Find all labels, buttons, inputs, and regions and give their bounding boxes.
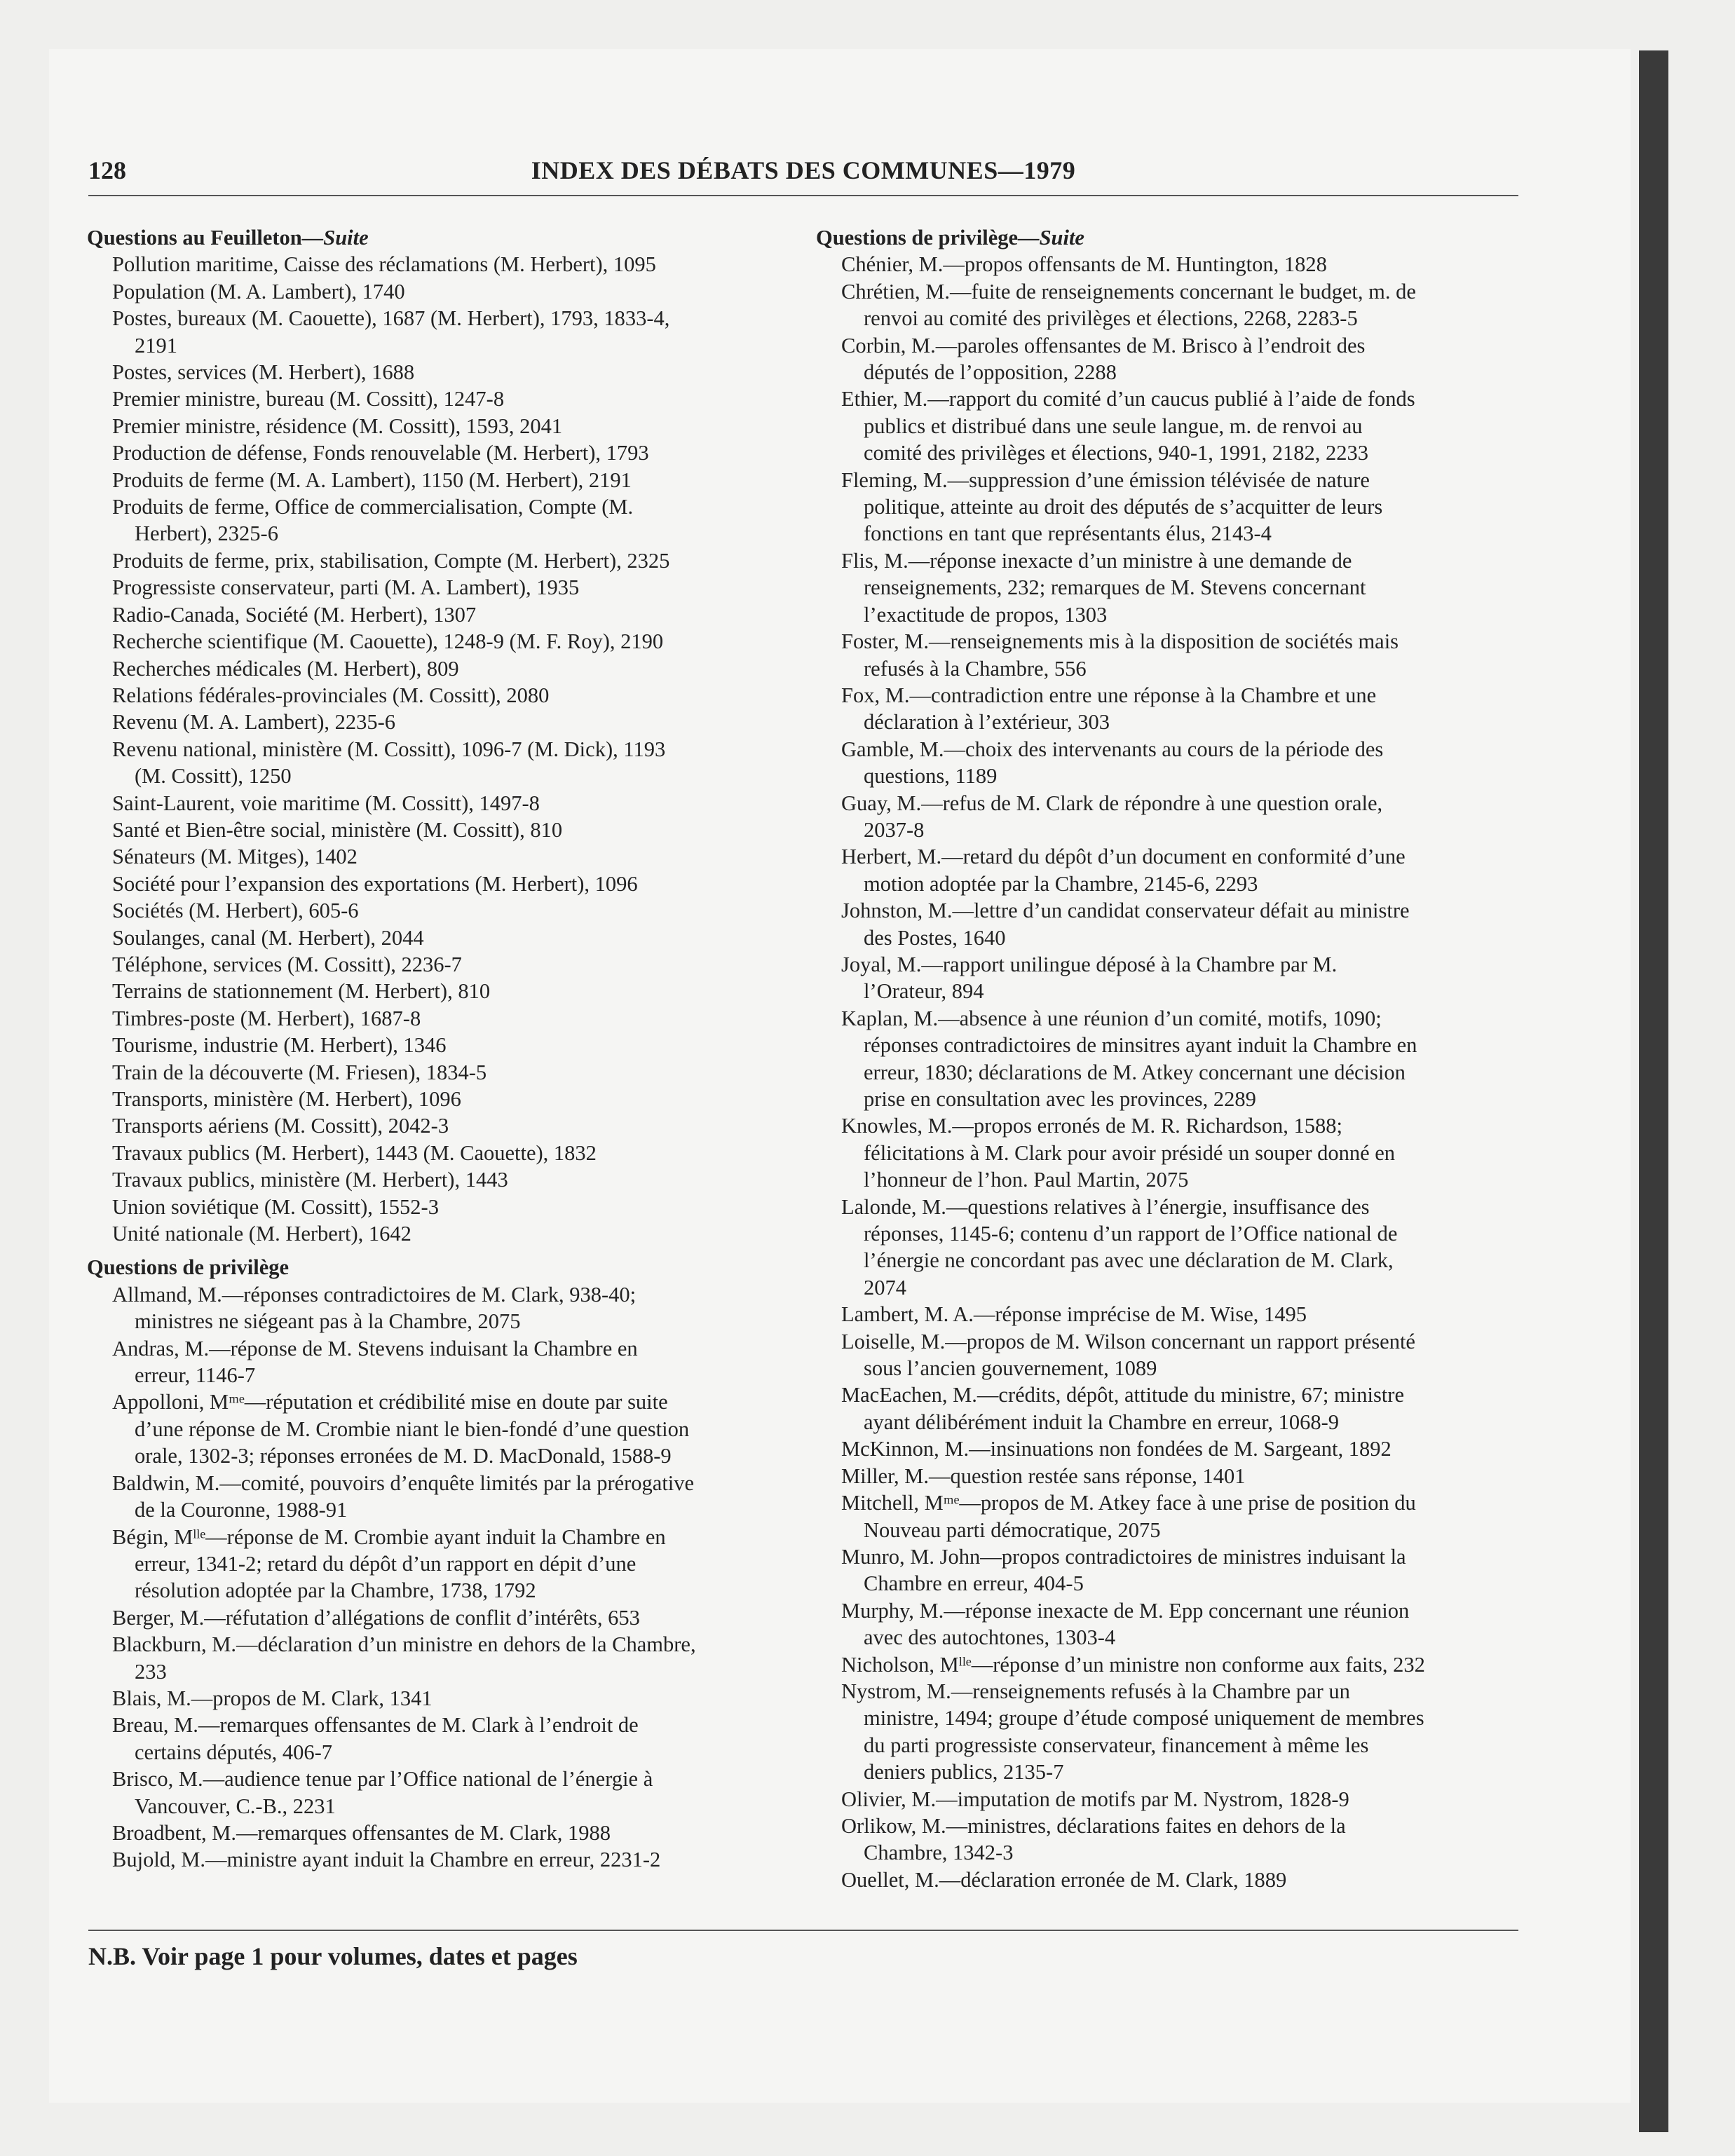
entry-line: députés de l’opposition, 2288 bbox=[864, 360, 1117, 385]
entry-line: Blais, M.—propos de M. Clark, 1341 bbox=[112, 1686, 433, 1710]
entry-line: sous l’ancien gouvernement, 1089 bbox=[864, 1356, 1157, 1381]
index-entry bbox=[87, 709, 788, 735]
entry-line: orale, 1302-3; réponses erronées de M. D. MacDonald, 1588-9 bbox=[135, 1444, 672, 1468]
index-entry bbox=[87, 467, 788, 493]
entry-line: erreur, 1341-2; retard du dépôt d’un rapport en dépit d’une bbox=[135, 1551, 637, 1576]
scan-edge-bar bbox=[1639, 50, 1668, 2132]
entry-line: prise en consultation avec les provinces, 2289 bbox=[864, 1087, 1256, 1111]
entry-line: Téléphone, services (M. Cossitt), 2236-7 bbox=[112, 952, 462, 976]
entry-line: deniers publics, 2135-7 bbox=[864, 1760, 1064, 1785]
entry-line: félicitations à M. Clark pour avoir présidé un souper donné en bbox=[864, 1140, 1396, 1165]
entry-line: politique, atteinte au droit des députés de s’acquitter de leurs bbox=[864, 495, 1383, 519]
entry-line: Premier ministre, bureau (M. Cossitt), 1247-8 bbox=[112, 387, 505, 411]
index-entry bbox=[816, 1328, 1524, 1382]
entry-line: Breau, M.—remarques offensantes de M. Clark à l’endroit de bbox=[112, 1713, 639, 1738]
entry-line: Unité nationale (M. Herbert), 1642 bbox=[112, 1222, 411, 1246]
entry-line: Appolloni, Mᵐᵉ—réputation et crédibilité mise en doute par suite bbox=[112, 1390, 668, 1414]
entry-line: l’énergie ne concordant pas avec une déclaration de M. Clark, bbox=[864, 1248, 1394, 1273]
index-entry bbox=[87, 1335, 788, 1389]
section-title: Questions de privilège bbox=[816, 226, 1019, 250]
index-entry bbox=[816, 1543, 1524, 1597]
index-entry bbox=[816, 278, 1524, 332]
section-suite: —Suite bbox=[301, 226, 369, 250]
page-number: 128 bbox=[88, 156, 126, 184]
entry-line: McKinnon, M.—insinuations non fondées de M. Sargeant, 1892 bbox=[841, 1437, 1392, 1461]
index-entry bbox=[87, 493, 788, 547]
entry-line: Produits de ferme, prix, stabilisation, Compte (M. Herbert), 2325 bbox=[112, 548, 670, 573]
entry-line: fonctions en tant que représentants élus, 2143-4 bbox=[864, 521, 1272, 546]
entry-line: Mitchell, Mᵐᵉ—propos de M. Atkey face à une prise de position du bbox=[841, 1491, 1416, 1515]
entry-line: Produits de ferme (M. A. Lambert), 1150 (M. Herbert), 2191 bbox=[112, 468, 632, 492]
index-entry bbox=[87, 1631, 788, 1685]
entry-line: résolution adoptée par la Chambre, 1738, 1792 bbox=[135, 1578, 536, 1603]
entry-line: Nicholson, Mˡˡᵉ—réponse d’un ministre non conforme aux faits, 232 bbox=[841, 1652, 1425, 1677]
entry-list bbox=[87, 1281, 788, 1874]
entry-line: Soulanges, canal (M. Herbert), 2044 bbox=[112, 925, 424, 950]
index-entry bbox=[816, 467, 1524, 547]
entry-line: ministre, 1494; groupe d’étude composé uniquement de membres bbox=[864, 1706, 1424, 1731]
entry-line: Transports, ministère (M. Herbert), 1096 bbox=[112, 1087, 461, 1111]
index-entry bbox=[87, 1820, 788, 1846]
entry-line: Train de la découverte (M. Friesen), 1834-5 bbox=[112, 1060, 487, 1084]
entry-line: Population (M. A. Lambert), 1740 bbox=[112, 279, 405, 303]
index-entry bbox=[87, 1470, 788, 1524]
index-entry bbox=[816, 1194, 1524, 1302]
entry-line: Chambre, 1342-3 bbox=[864, 1841, 1014, 1865]
entry-line: Union soviétique (M. Cossitt), 1552-3 bbox=[112, 1194, 439, 1219]
entry-line: Vancouver, C.-B., 2231 bbox=[135, 1794, 336, 1818]
entry-line: l’honneur de l’hon. Paul Martin, 2075 bbox=[864, 1168, 1189, 1192]
entry-line: déclaration à l’extérieur, 303 bbox=[864, 710, 1110, 735]
entry-line: certains députés, 406-7 bbox=[135, 1740, 333, 1764]
index-entry bbox=[816, 1005, 1524, 1113]
index-entry bbox=[87, 682, 788, 709]
index-entry bbox=[87, 1846, 788, 1873]
entry-line: Radio-Canada, Société (M. Herbert), 1307 bbox=[112, 602, 477, 627]
entry-line: Herbert, M.—retard du dépôt d’un document en conformité d’une bbox=[841, 845, 1406, 869]
index-entry bbox=[816, 1489, 1524, 1543]
entry-line: Blackburn, M.—déclaration d’un ministre en dehors de la Chambre, bbox=[112, 1632, 696, 1657]
entry-line: Lambert, M. A.—réponse imprécise de M. Wise, 1495 bbox=[841, 1302, 1307, 1327]
entry-line: Nystrom, M.—renseignements refusés à la Chambre par un bbox=[841, 1679, 1350, 1703]
index-entry bbox=[816, 897, 1524, 951]
index-entry bbox=[87, 790, 788, 817]
index-entry bbox=[87, 1194, 788, 1220]
entry-line: 2074 bbox=[864, 1275, 906, 1299]
index-entry bbox=[87, 1112, 788, 1139]
section-title: Questions au Feuilleton bbox=[87, 226, 302, 250]
entry-line: Kaplan, M.—absence à une réunion d’un comité, motifs, 1090; bbox=[841, 1006, 1382, 1030]
index-entry bbox=[816, 251, 1524, 278]
index-entry bbox=[816, 628, 1524, 682]
index-entry bbox=[816, 1301, 1524, 1328]
index-entry bbox=[87, 574, 788, 601]
index-entry bbox=[87, 1005, 788, 1032]
index-entry bbox=[87, 386, 788, 412]
index-entry bbox=[87, 1604, 788, 1631]
entry-line: Bégin, Mˡˡᵉ—réponse de M. Crombie ayant induit la Chambre en bbox=[112, 1524, 666, 1549]
entry-line: Relations fédérales-provinciales (M. Cossitt), 2080 bbox=[112, 683, 550, 707]
entry-line: (M. Cossitt), 1250 bbox=[135, 764, 292, 789]
entry-line: questions, 1189 bbox=[864, 764, 998, 789]
index-entry bbox=[87, 1389, 788, 1469]
entry-line: ayant délibérément induit la Chambre en erreur, 1068-9 bbox=[864, 1410, 1339, 1434]
entry-line: Foster, M.—renseignements mis à la disposition de sociétés mais bbox=[841, 629, 1399, 654]
entry-line: Bujold, M.—ministre ayant induit la Chambre en erreur, 2231-2 bbox=[112, 1848, 661, 1872]
index-entry bbox=[816, 951, 1524, 1005]
running-title: INDEX DES DÉBATS DES COMMUNES—1979 bbox=[531, 156, 1076, 184]
entry-line: Murphy, M.—réponse inexacte de M. Epp concernant une réunion bbox=[841, 1598, 1410, 1623]
entry-line: Brisco, M.—audience tenue par l’Office national de l’énergie à bbox=[112, 1767, 653, 1792]
index-entry bbox=[87, 547, 788, 574]
entry-line: Ouellet, M.—déclaration erronée de M. Clark, 1889 bbox=[841, 1867, 1287, 1892]
index-entry bbox=[87, 843, 788, 870]
entry-line: erreur, 1146-7 bbox=[135, 1363, 256, 1388]
entry-line: Production de défense, Fonds renouvelable (M. Herbert), 1793 bbox=[112, 441, 649, 465]
entry-line: Berger, M.—réfutation d’allégations de conflit d’intérêts, 653 bbox=[112, 1605, 640, 1630]
entry-line: Munro, M. John—propos contradictoires de ministres induisant la bbox=[841, 1544, 1406, 1569]
section-heading bbox=[87, 224, 788, 251]
index-entry bbox=[87, 1281, 788, 1335]
entry-line: Tourisme, industrie (M. Herbert), 1346 bbox=[112, 1033, 447, 1058]
entry-line: Revenu (M. A. Lambert), 2235-6 bbox=[112, 710, 396, 735]
index-entry bbox=[87, 655, 788, 682]
entry-line: Herbert), 2325-6 bbox=[135, 521, 278, 546]
index-entry bbox=[87, 1086, 788, 1112]
entry-line: Baldwin, M.—comité, pouvoirs d’enquête limités par la prérogative bbox=[112, 1471, 695, 1495]
entry-line: Knowles, M.—propos erronés de M. R. Richardson, 1588; bbox=[841, 1114, 1342, 1138]
entry-line: Postes, services (M. Herbert), 1688 bbox=[112, 360, 415, 385]
entry-line: 2191 bbox=[135, 333, 177, 357]
index-entry bbox=[816, 1381, 1524, 1435]
entry-line: Loiselle, M.—propos de M. Wilson concernant un rapport présenté bbox=[841, 1329, 1415, 1353]
entry-line: l’Orateur, 894 bbox=[864, 979, 984, 1004]
entry-list bbox=[816, 251, 1524, 1893]
index-entry bbox=[816, 1813, 1524, 1867]
entry-line: Flis, M.—réponse inexacte d’un ministre à une demande de bbox=[841, 548, 1352, 573]
index-entry bbox=[87, 871, 788, 897]
index-entry bbox=[816, 547, 1524, 628]
entry-line: motion adoptée par la Chambre, 2145-6, 2293 bbox=[864, 871, 1258, 896]
index-entry bbox=[816, 1651, 1524, 1678]
index-entry bbox=[87, 628, 788, 655]
entry-line: Andras, M.—réponse de M. Stevens induisant la Chambre en bbox=[112, 1336, 638, 1360]
entry-line: avec des autochtones, 1303-4 bbox=[864, 1625, 1116, 1650]
footer-rule bbox=[88, 1930, 1518, 1931]
entry-line: Allmand, M.—réponses contradictoires de M. Clark, 938-40; bbox=[112, 1282, 637, 1306]
entry-line: Progressiste conservateur, parti (M. A. Lambert), 1935 bbox=[112, 575, 580, 600]
entry-line: Terrains de stationnement (M. Herbert), 810 bbox=[112, 979, 491, 1004]
index-entry bbox=[87, 1220, 788, 1247]
entry-line: Gamble, M.—choix des intervenants au cours de la période des bbox=[841, 737, 1384, 761]
entry-line: refusés à la Chambre, 556 bbox=[864, 656, 1087, 681]
index-entry bbox=[816, 1463, 1524, 1489]
entry-line: renseignements, 232; remarques de M. Stevens concernant bbox=[864, 575, 1366, 600]
entry-list bbox=[87, 251, 788, 1247]
entry-line: Lalonde, M.—questions relatives à l’énergie, insuffisance des bbox=[841, 1194, 1370, 1219]
entry-line: Orlikow, M.—ministres, déclarations faites en dehors de la bbox=[841, 1813, 1346, 1838]
entry-line: des Postes, 1640 bbox=[864, 925, 1006, 950]
index-entry bbox=[87, 951, 788, 978]
section-heading bbox=[816, 224, 1524, 251]
entry-line: Recherches médicales (M. Herbert), 809 bbox=[112, 656, 459, 681]
section-title: Questions de privilège bbox=[87, 1255, 290, 1280]
entry-line: renvoi au comité des privilèges et élections, 2268, 2283-5 bbox=[864, 306, 1358, 331]
entry-line: Olivier, M.—imputation de motifs par M. Nystrom, 1828-9 bbox=[841, 1787, 1349, 1811]
entry-line: Joyal, M.—rapport unilingue déposé à la Chambre par M. bbox=[841, 952, 1338, 976]
index-entry bbox=[87, 1712, 788, 1766]
entry-line: Recherche scientifique (M. Caouette), 1248-9 (M. F. Roy), 2190 bbox=[112, 629, 664, 654]
index-entry bbox=[816, 1678, 1524, 1786]
right-column bbox=[816, 224, 1524, 1893]
entry-line: Produits de ferme, Office de commercialisation, Compte (M. bbox=[112, 495, 634, 519]
entry-line: Transports aériens (M. Cossitt), 2042-3 bbox=[112, 1114, 449, 1138]
section-heading bbox=[87, 1254, 788, 1281]
entry-line: publics et distribué dans une seule langue, m. de renvoi au bbox=[864, 414, 1363, 438]
entry-line: l’exactitude de propos, 1303 bbox=[864, 602, 1108, 627]
entry-line: réponses, 1145-6; contenu d’un rapport de l’Office national de bbox=[864, 1222, 1398, 1246]
index-entry bbox=[87, 305, 788, 359]
entry-line: Postes, bureaux (M. Caouette), 1687 (M. Herbert), 1793, 1833-4, bbox=[112, 306, 670, 331]
entry-line: Saint-Laurent, voie maritime (M. Cossitt), 1497-8 bbox=[112, 791, 540, 815]
index-entry bbox=[87, 897, 788, 924]
entry-line: Chambre en erreur, 404-5 bbox=[864, 1571, 1084, 1596]
footer-note: N.B. Voir page 1 pour volumes, dates et pages bbox=[88, 1942, 578, 1970]
left-column bbox=[87, 224, 788, 1874]
entry-line: Ethier, M.—rapport du comité d’un caucus publié à l’aide de fonds bbox=[841, 387, 1415, 411]
entry-line: ministres ne siégeant pas à la Chambre, 2075 bbox=[135, 1309, 521, 1334]
entry-line: comité des privilèges et élections, 940-1, 1991, 2182, 2233 bbox=[864, 441, 1368, 465]
index-entry bbox=[87, 1166, 788, 1193]
entry-line: Sociétés (M. Herbert), 605-6 bbox=[112, 899, 359, 923]
index-entry bbox=[87, 1140, 788, 1166]
index-entry bbox=[816, 1786, 1524, 1813]
entry-line: 2037-8 bbox=[864, 817, 925, 842]
entry-line: Pollution maritime, Caisse des réclamations (M. Herbert), 1095 bbox=[112, 252, 656, 277]
entry-line: Travaux publics (M. Herbert), 1443 (M. Caouette), 1832 bbox=[112, 1140, 597, 1165]
entry-line: Travaux publics, ministère (M. Herbert), 1443 bbox=[112, 1168, 508, 1192]
entry-line: d’une réponse de M. Crombie niant le bien-fondé d’une question bbox=[135, 1417, 690, 1441]
index-entry bbox=[87, 1059, 788, 1086]
entry-line: Revenu national, ministère (M. Cossitt), 1096-7 (M. Dick), 1193 bbox=[112, 737, 666, 761]
index-entry bbox=[87, 736, 788, 790]
index-entry bbox=[87, 1524, 788, 1604]
entry-line: Santé et Bien-être social, ministère (M. Cossitt), 810 bbox=[112, 817, 563, 842]
entry-line: Société pour l’expansion des exportations (M. Herbert), 1096 bbox=[112, 871, 638, 896]
index-entry bbox=[87, 251, 788, 278]
index-entry bbox=[87, 1032, 788, 1058]
index-entry bbox=[816, 736, 1524, 790]
index-entry bbox=[816, 1867, 1524, 1893]
index-entry bbox=[87, 978, 788, 1004]
page-header bbox=[88, 156, 1518, 196]
index-entry bbox=[816, 1597, 1524, 1651]
entry-line: Fox, M.—contradiction entre une réponse à la Chambre et une bbox=[841, 683, 1377, 707]
entry-line: Corbin, M.—paroles offensantes de M. Brisco à l’endroit des bbox=[841, 333, 1366, 357]
entry-line: Fleming, M.—suppression d’une émission télévisée de nature bbox=[841, 468, 1370, 492]
entry-line: Johnston, M.—lettre d’un candidat conservateur défait au ministre bbox=[841, 899, 1410, 923]
index-entry bbox=[87, 413, 788, 439]
section-suite: —Suite bbox=[1018, 226, 1084, 250]
entry-line: réponses contradictoires de minsitres ayant induit la Chambre en bbox=[864, 1033, 1417, 1058]
index-entry bbox=[816, 843, 1524, 897]
index-entry bbox=[816, 790, 1524, 844]
index-entry bbox=[87, 601, 788, 628]
index-entry bbox=[816, 332, 1524, 386]
index-entry bbox=[87, 278, 788, 305]
entry-line: Chénier, M.—propos offensants de M. Huntington, 1828 bbox=[841, 252, 1327, 277]
entry-line: MacEachen, M.—crédits, dépôt, attitude du ministre, 67; ministre bbox=[841, 1383, 1404, 1407]
index-entry bbox=[816, 1112, 1524, 1193]
index-entry bbox=[87, 359, 788, 386]
index-entry bbox=[87, 1766, 788, 1820]
index-entry bbox=[87, 439, 788, 466]
entry-line: du parti progressiste conservateur, financement à même les bbox=[864, 1733, 1369, 1757]
entry-line: Chrétien, M.—fuite de renseignements concernant le budget, m. de bbox=[841, 279, 1416, 303]
entry-line: 233 bbox=[135, 1659, 167, 1684]
entry-line: erreur, 1830; déclarations de M. Atkey concernant une décision bbox=[864, 1060, 1406, 1084]
index-entry bbox=[87, 925, 788, 951]
index-entry bbox=[816, 682, 1524, 736]
entry-line: Sénateurs (M. Mitges), 1402 bbox=[112, 845, 358, 869]
index-entry bbox=[87, 1685, 788, 1712]
entry-line: Timbres-poste (M. Herbert), 1687-8 bbox=[112, 1006, 421, 1030]
entry-line: de la Couronne, 1988-91 bbox=[135, 1498, 348, 1522]
index-entry bbox=[87, 817, 788, 843]
entry-line: Premier ministre, résidence (M. Cossitt), 1593, 2041 bbox=[112, 414, 563, 438]
entry-line: Nouveau parti démocratique, 2075 bbox=[864, 1517, 1161, 1542]
entry-line: Broadbent, M.—remarques offensantes de M. Clark, 1988 bbox=[112, 1820, 611, 1845]
entry-line: Guay, M.—refus de M. Clark de répondre à une question orale, bbox=[841, 791, 1383, 815]
index-entry bbox=[816, 1435, 1524, 1462]
index-entry bbox=[816, 386, 1524, 466]
entry-line: Miller, M.—question restée sans réponse, 1401 bbox=[841, 1464, 1246, 1488]
